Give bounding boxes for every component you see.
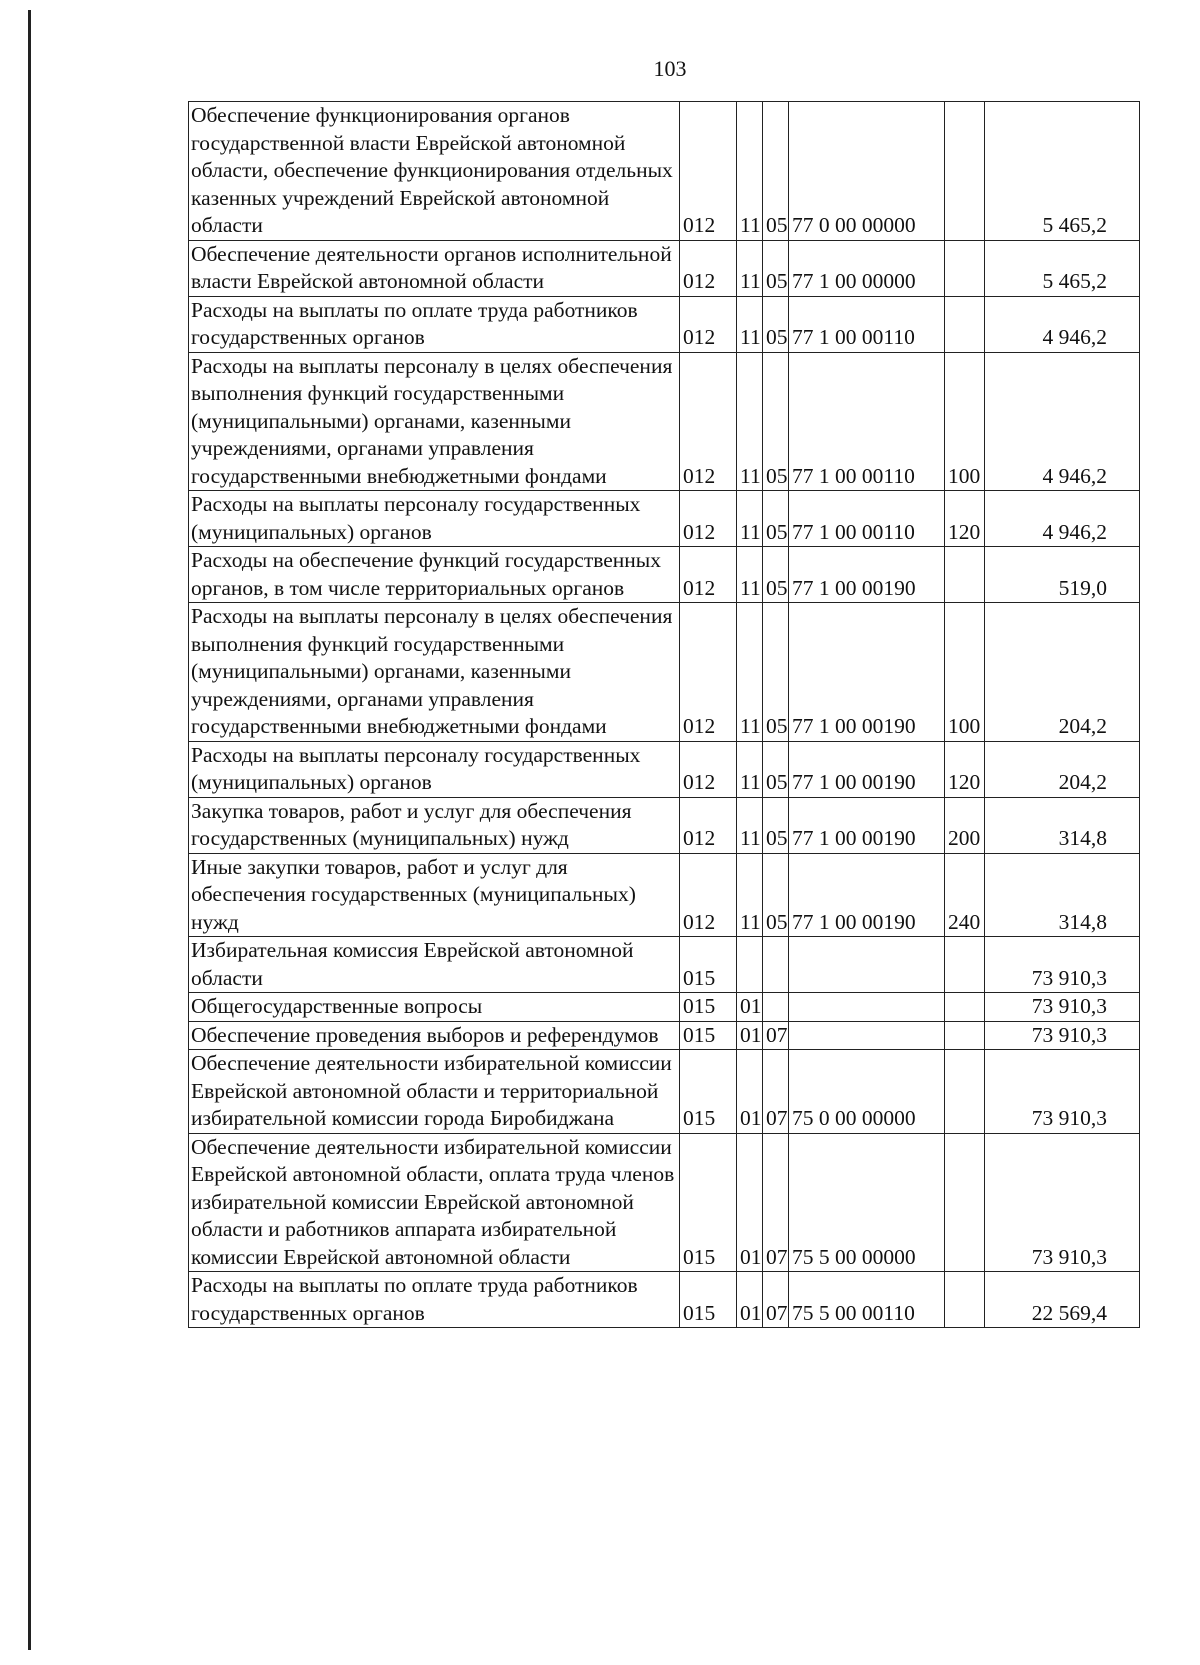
row-name: Расходы на выплаты персоналу государственных (муниципальных) органов	[189, 491, 680, 547]
row-section-code: 01	[737, 1272, 763, 1328]
table-row	[189, 1272, 1140, 1328]
row-ved-code: 012	[680, 491, 737, 547]
row-expense-type	[945, 102, 985, 241]
row-section-code: 01	[737, 993, 763, 1022]
row-ved-code: 012	[680, 853, 737, 937]
row-subsection-code: 05	[763, 603, 789, 742]
row-subsection-code: 07	[763, 1133, 789, 1272]
row-section-code: 11	[737, 797, 763, 853]
row-amount: 4 946,2	[985, 352, 1140, 491]
row-name: Расходы на выплаты по оплате труда работников государственных органов	[189, 296, 680, 352]
row-subsection-code: 05	[763, 296, 789, 352]
row-name: Расходы на выплаты персоналу в целях обеспечения выполнения функций государственными (муниципальными) органами, казенными учреждениями, органами управления государственными внебюджетными фондами	[189, 603, 680, 742]
row-target-article: 75 5 00 00110	[789, 1272, 945, 1328]
row-target-article: 77 1 00 00190	[789, 853, 945, 937]
row-subsection-code: 05	[763, 797, 789, 853]
row-name: Расходы на выплаты персоналу в целях обеспечения выполнения функций государственными (муниципальными) органами, казенными учреждениями, органами управления государственными внебюджетными фондами	[189, 352, 680, 491]
row-expense-type: 120	[945, 491, 985, 547]
table-row	[189, 993, 1140, 1022]
row-amount: 5 465,2	[985, 102, 1140, 241]
row-expense-type	[945, 240, 985, 296]
row-section-code: 11	[737, 240, 763, 296]
row-target-article: 75 0 00 00000	[789, 1050, 945, 1134]
row-subsection-code: 05	[763, 102, 789, 241]
row-ved-code: 015	[680, 1272, 737, 1328]
row-expense-type	[945, 1272, 985, 1328]
row-amount: 4 946,2	[985, 296, 1140, 352]
row-section-code: 11	[737, 741, 763, 797]
row-amount: 204,2	[985, 603, 1140, 742]
row-expense-type	[945, 1133, 985, 1272]
row-amount: 4 946,2	[985, 491, 1140, 547]
row-target-article: 77 0 00 00000	[789, 102, 945, 241]
row-expense-type: 200	[945, 797, 985, 853]
table-row	[189, 797, 1140, 853]
row-name: Избирательная комиссия Еврейской автономной области	[189, 937, 680, 993]
row-target-article	[789, 937, 945, 993]
table-row	[189, 741, 1140, 797]
row-target-article: 77 1 00 00190	[789, 603, 945, 742]
row-name: Расходы на выплаты персоналу государственных (муниципальных) органов	[189, 741, 680, 797]
row-ved-code: 015	[680, 1050, 737, 1134]
row-section-code: 11	[737, 547, 763, 603]
row-subsection-code	[763, 993, 789, 1022]
row-section-code	[737, 937, 763, 993]
row-section-code: 11	[737, 352, 763, 491]
budget-table-body	[189, 102, 1140, 1328]
row-amount: 204,2	[985, 741, 1140, 797]
row-expense-type	[945, 937, 985, 993]
row-name: Обеспечение деятельности избирательной комиссии Еврейской автономной области, оплата труда членов избирательной комиссии Еврейской автономной области и работников аппарата избирательной комиссии Еврейской автономной области	[189, 1133, 680, 1272]
row-name: Обеспечение проведения выборов и референдумов	[189, 1021, 680, 1050]
row-section-code: 11	[737, 296, 763, 352]
row-expense-type	[945, 993, 985, 1022]
row-subsection-code: 05	[763, 547, 789, 603]
row-amount: 73 910,3	[985, 993, 1140, 1022]
row-amount: 519,0	[985, 547, 1140, 603]
row-target-article: 77 1 00 00110	[789, 296, 945, 352]
row-name: Обеспечение деятельности избирательной комиссии Еврейской автономной области и территориальной избирательной комиссии города Биробиджана	[189, 1050, 680, 1134]
row-target-article: 77 1 00 00110	[789, 491, 945, 547]
row-subsection-code: 05	[763, 352, 789, 491]
table-row	[189, 491, 1140, 547]
table-row	[189, 352, 1140, 491]
row-subsection-code: 07	[763, 1272, 789, 1328]
row-subsection-code: 05	[763, 491, 789, 547]
row-ved-code: 012	[680, 352, 737, 491]
row-expense-type: 100	[945, 603, 985, 742]
row-target-article	[789, 993, 945, 1022]
row-amount: 73 910,3	[985, 1021, 1140, 1050]
row-amount: 314,8	[985, 853, 1140, 937]
row-section-code: 11	[737, 603, 763, 742]
table-row	[189, 1133, 1140, 1272]
binding-margin-line	[28, 10, 31, 1650]
row-ved-code: 012	[680, 240, 737, 296]
row-name: Общегосударственные вопросы	[189, 993, 680, 1022]
row-target-article: 77 1 00 00110	[789, 352, 945, 491]
row-ved-code: 012	[680, 603, 737, 742]
row-expense-type: 240	[945, 853, 985, 937]
row-expense-type: 120	[945, 741, 985, 797]
row-name: Обеспечение деятельности органов исполнительной власти Еврейской автономной области	[189, 240, 680, 296]
row-target-article: 75 5 00 00000	[789, 1133, 945, 1272]
row-amount: 22 569,4	[985, 1272, 1140, 1328]
row-amount: 73 910,3	[985, 1050, 1140, 1134]
row-section-code: 11	[737, 102, 763, 241]
row-expense-type: 100	[945, 352, 985, 491]
row-subsection-code: 05	[763, 853, 789, 937]
row-name: Иные закупки товаров, работ и услуг для обеспечения государственных (муниципальных) нужд	[189, 853, 680, 937]
table-row	[189, 853, 1140, 937]
row-target-article: 77 1 00 00190	[789, 547, 945, 603]
row-amount: 5 465,2	[985, 240, 1140, 296]
row-subsection-code	[763, 937, 789, 993]
row-ved-code: 012	[680, 296, 737, 352]
row-section-code: 01	[737, 1050, 763, 1134]
table-row	[189, 240, 1140, 296]
table-row	[189, 603, 1140, 742]
table-row	[189, 1021, 1140, 1050]
table-row	[189, 1050, 1140, 1134]
table-row	[189, 547, 1140, 603]
row-name: Закупка товаров, работ и услуг для обеспечения государственных (муниципальных) нужд	[189, 797, 680, 853]
row-amount: 73 910,3	[985, 937, 1140, 993]
row-target-article: 77 1 00 00190	[789, 741, 945, 797]
row-subsection-code: 05	[763, 240, 789, 296]
row-expense-type	[945, 1021, 985, 1050]
row-ved-code: 015	[680, 937, 737, 993]
table-row	[189, 937, 1140, 993]
row-subsection-code: 07	[763, 1050, 789, 1134]
row-section-code: 11	[737, 491, 763, 547]
row-target-article	[789, 1021, 945, 1050]
row-expense-type	[945, 296, 985, 352]
row-name: Расходы на обеспечение функций государственных органов, в том числе территориальных органов	[189, 547, 680, 603]
row-ved-code: 015	[680, 1133, 737, 1272]
row-ved-code: 015	[680, 993, 737, 1022]
budget-table	[188, 101, 1140, 1328]
table-row	[189, 296, 1140, 352]
row-target-article: 77 1 00 00000	[789, 240, 945, 296]
row-subsection-code: 05	[763, 741, 789, 797]
row-name: Расходы на выплаты по оплате труда работников государственных органов	[189, 1272, 680, 1328]
row-subsection-code: 07	[763, 1021, 789, 1050]
row-amount: 314,8	[985, 797, 1140, 853]
page-number: 103	[653, 56, 687, 81]
row-section-code: 11	[737, 853, 763, 937]
row-expense-type	[945, 1050, 985, 1134]
row-section-code: 01	[737, 1133, 763, 1272]
row-name: Обеспечение функционирования органов государственной власти Еврейской автономной области, обеспечение функционирования отдельных казенных учреждений Еврейской автономной области	[189, 102, 680, 241]
row-expense-type	[945, 547, 985, 603]
row-ved-code: 015	[680, 1021, 737, 1050]
row-ved-code: 012	[680, 797, 737, 853]
row-section-code: 01	[737, 1021, 763, 1050]
row-target-article: 77 1 00 00190	[789, 797, 945, 853]
table-row	[189, 102, 1140, 241]
row-amount: 73 910,3	[985, 1133, 1140, 1272]
row-ved-code: 012	[680, 547, 737, 603]
row-ved-code: 012	[680, 741, 737, 797]
row-ved-code: 012	[680, 102, 737, 241]
